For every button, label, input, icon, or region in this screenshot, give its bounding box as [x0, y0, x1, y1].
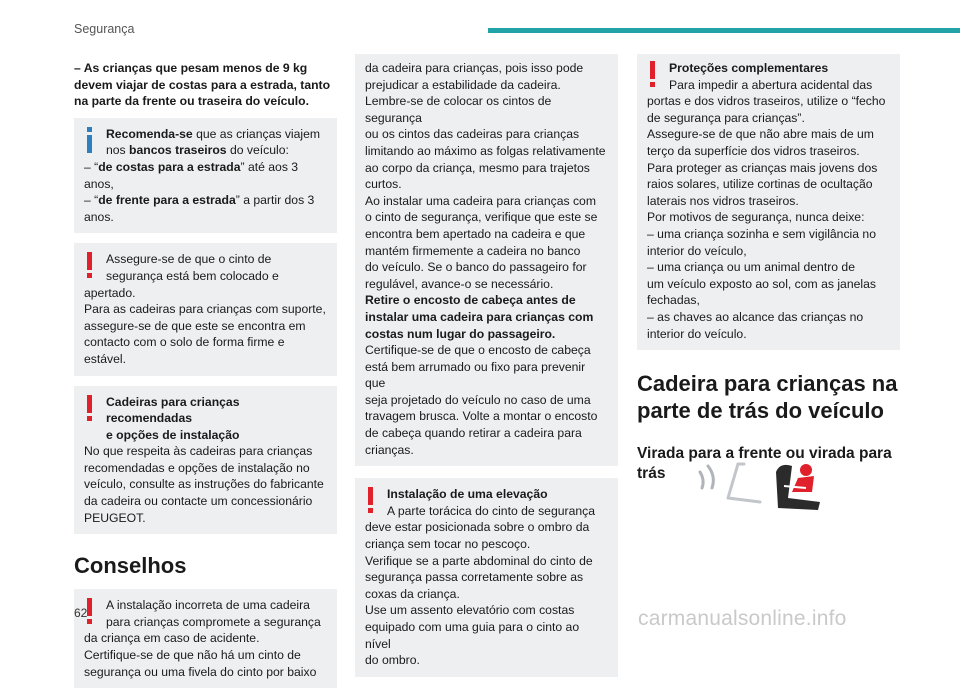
- body-text-line: instalar uma cadeira para crianças com: [365, 309, 594, 324]
- info-text: Recomenda-se: [106, 126, 193, 141]
- body-text-line: raios solares, utilize cortinas de ocultação: [647, 177, 873, 192]
- body-text-line: Ao instalar uma cadeira para crianças com: [365, 193, 596, 208]
- warning-text: da criança em caso de acidente.: [84, 631, 260, 646]
- warning-text: A instalação incorreta de uma cadeira: [106, 598, 310, 613]
- warning-text: Certifique-se de que não há um cinto de: [84, 648, 301, 663]
- body-text-line: está bem arrumado ou fixo para prevenir que: [365, 359, 586, 391]
- airbag-waves-icon: [700, 466, 713, 488]
- child-seat-illustration: [680, 458, 840, 518]
- intro-text-line: devem viajar de costas para a estrada, tanto: [74, 77, 331, 92]
- body-text-line: limitando ao máximo as folgas relativamente: [365, 143, 606, 158]
- body-text-line: o cinto de segurança, verifique que este se: [365, 210, 598, 225]
- warning-icon: [367, 487, 375, 515]
- warning-title: Instalação de uma elevação: [387, 487, 548, 502]
- body-text-line: deve estar posicionada sobre o ombro da: [365, 520, 590, 535]
- info-text: anos,: [84, 176, 114, 191]
- body-text-line: equipado com uma guia para o cinto ao nível: [365, 620, 580, 651]
- heading-line: parte de trás do veículo: [637, 398, 884, 424]
- heading-line: Cadeira para crianças na: [637, 371, 898, 397]
- warning-text: A parte torácica do cinto de segurança: [387, 503, 595, 518]
- warning-text: Assegure-se de que o cinto de: [106, 252, 272, 267]
- body-text-line: – uma criança ou um animal dentro de: [647, 260, 855, 275]
- body-text-line: Certifique-se de que o encosto de cabeça: [365, 343, 591, 358]
- body-text-line: Por motivos de segurança, nunca deixe:: [647, 210, 865, 225]
- warning-text: veículo, consulte as instruções do fabricante: [84, 477, 324, 492]
- body-text-line: crianças.: [365, 442, 414, 457]
- warning-box-complementary-protection: [637, 54, 900, 350]
- header-accent-bar: [488, 28, 960, 33]
- body-text-line: Retire o encosto de cabeça antes de: [365, 293, 576, 308]
- column-2: [355, 54, 618, 677]
- warning-title: Cadeiras para crianças recomendadas: [106, 394, 240, 426]
- info-text: nos: [106, 143, 130, 158]
- info-icon: [86, 127, 94, 155]
- warning-text: PEUGEOT.: [84, 510, 146, 525]
- warning-box-booster: [355, 478, 618, 677]
- body-text-line: fechadas,: [647, 293, 700, 308]
- body-text-line: Lembre-se de colocar os cintos de segurança: [365, 94, 552, 125]
- body-text-line: de segurança para crianças”.: [647, 110, 805, 125]
- warning-text: No que respeita às cadeiras para crianças: [84, 444, 313, 459]
- subheading-line: Virada para a frente ou virada para: [637, 445, 892, 463]
- warning-text: apertado.: [84, 285, 136, 300]
- body-text-line: encontra bem apertado na cadeira e que: [365, 226, 586, 241]
- body-text-line: interior do veículo.: [647, 326, 747, 341]
- info-text: bancos traseiros: [129, 143, 227, 158]
- info-text: anos.: [84, 209, 114, 224]
- body-text-line: mantém firmemente a cadeira no banco: [365, 243, 581, 258]
- body-text-line: portas e dos vidros traseiros, utilize o “fecho: [647, 94, 886, 109]
- warning-icon: [86, 252, 94, 280]
- body-text-line: Para proteger as crianças mais jovens dos: [647, 160, 878, 175]
- warning-text: Para impedir a abertura acidental das: [669, 77, 873, 92]
- page-number: 62: [74, 606, 88, 620]
- info-text: – “: [84, 193, 99, 208]
- warning-text: contacto com o solo de forma firme e estável.: [84, 335, 285, 366]
- warning-title: Proteções complementares: [669, 61, 829, 75]
- info-text: de frente para a estrada: [98, 193, 236, 208]
- warning-text: segurança ou uma fivela do cinto por baixo: [84, 664, 317, 679]
- body-text-line: prejudicar a estabilidade da cadeira.: [365, 77, 561, 92]
- continuation-box: [355, 54, 618, 466]
- body-text-line: – as chaves ao alcance das crianças no: [647, 309, 864, 324]
- header-section-title: Segurança: [74, 22, 135, 36]
- body-text-line: criança sem tocar no pescoço.: [365, 537, 531, 552]
- body-text-line: do veículo. Se o banco do passageiro for: [365, 260, 587, 275]
- body-text-line: costas num lugar do passageiro.: [365, 326, 556, 341]
- warning-text: para crianças compromete a segurança: [106, 614, 321, 629]
- warning-box-seatbelt: [74, 243, 337, 375]
- subheading-line: trás: [637, 465, 666, 483]
- body-text-line: Use um assento elevatório com costas: [365, 603, 575, 618]
- body-text-line: da cadeira para crianças, pois isso pode: [365, 61, 584, 75]
- front-seat-icon: [728, 464, 760, 502]
- body-text-line: seja projetado do veículo no caso de uma: [365, 392, 591, 407]
- child-seat-icon: [776, 464, 820, 510]
- body-text-line: segurança passa corretamente sobre as: [365, 570, 584, 585]
- body-text-line: Assegure-se de que não abre mais de um: [647, 127, 874, 142]
- column-3: [637, 54, 900, 484]
- warning-box-incorrect-installation: [74, 589, 337, 688]
- body-text-line: um veículo exposto ao sol, com as janelas: [647, 276, 876, 291]
- info-text: ” até aos 3: [240, 159, 299, 174]
- intro-text-line: – As crianças que pesam menos de 9 kg: [74, 61, 308, 75]
- warning-text: da cadeira ou contacte um concessionário: [84, 494, 313, 509]
- info-text: – “: [84, 159, 99, 174]
- warning-text: segurança está bem colocado e: [106, 268, 279, 283]
- info-text: do veículo:: [226, 143, 289, 158]
- body-text-line: coxas da criança.: [365, 586, 460, 601]
- warning-title: e opções de instalação: [106, 427, 240, 442]
- body-text-line: do ombro.: [365, 653, 420, 668]
- warning-text: recomendadas e opções de instalação no: [84, 460, 310, 475]
- info-text: de costas para a estrada: [98, 159, 241, 174]
- info-box-recommendation: [74, 118, 337, 234]
- body-text-line: de cabeça quando retirar a cadeira para: [365, 426, 582, 441]
- watermark: carmanualsonline.info: [638, 607, 847, 630]
- body-text-line: regulável, avance-o se necessário.: [365, 276, 554, 291]
- warning-box-recommended-seats: [74, 386, 337, 535]
- intro-text-line: na parte da frente ou traseira do veículo.: [74, 94, 310, 109]
- warning-text: Para as cadeiras para crianças com suporte,: [84, 302, 326, 317]
- info-text: ” a partir dos 3: [235, 193, 315, 208]
- section-heading-rear-seat: [637, 370, 900, 424]
- body-text-line: laterais nos vidros traseiros.: [647, 193, 799, 208]
- info-text: que as crianças viajem: [192, 126, 321, 141]
- body-text-line: ou os cintos das cadeiras para crianças: [365, 127, 580, 142]
- body-text-line: ao corpo da criança, mesmo para trajetos: [365, 160, 590, 175]
- warning-icon: [86, 395, 94, 423]
- body-text-line: curtos.: [365, 177, 402, 192]
- body-text-line: terço da superfície dos vidros traseiros.: [647, 143, 860, 158]
- body-text-line: Verifique se a parte abdominal do cinto de: [365, 553, 593, 568]
- warning-text: assegure-se de que este se encontra em: [84, 318, 306, 333]
- warning-icon: [649, 61, 657, 89]
- column-1: [74, 50, 337, 688]
- body-text-line: travagem brusca. Volte a montar o encosto: [365, 409, 598, 424]
- body-text-line: interior do veículo,: [647, 243, 747, 258]
- body-text-line: – uma criança sozinha e sem vigilância no: [647, 226, 876, 241]
- section-heading-conselhos: Conselhos: [74, 553, 187, 579]
